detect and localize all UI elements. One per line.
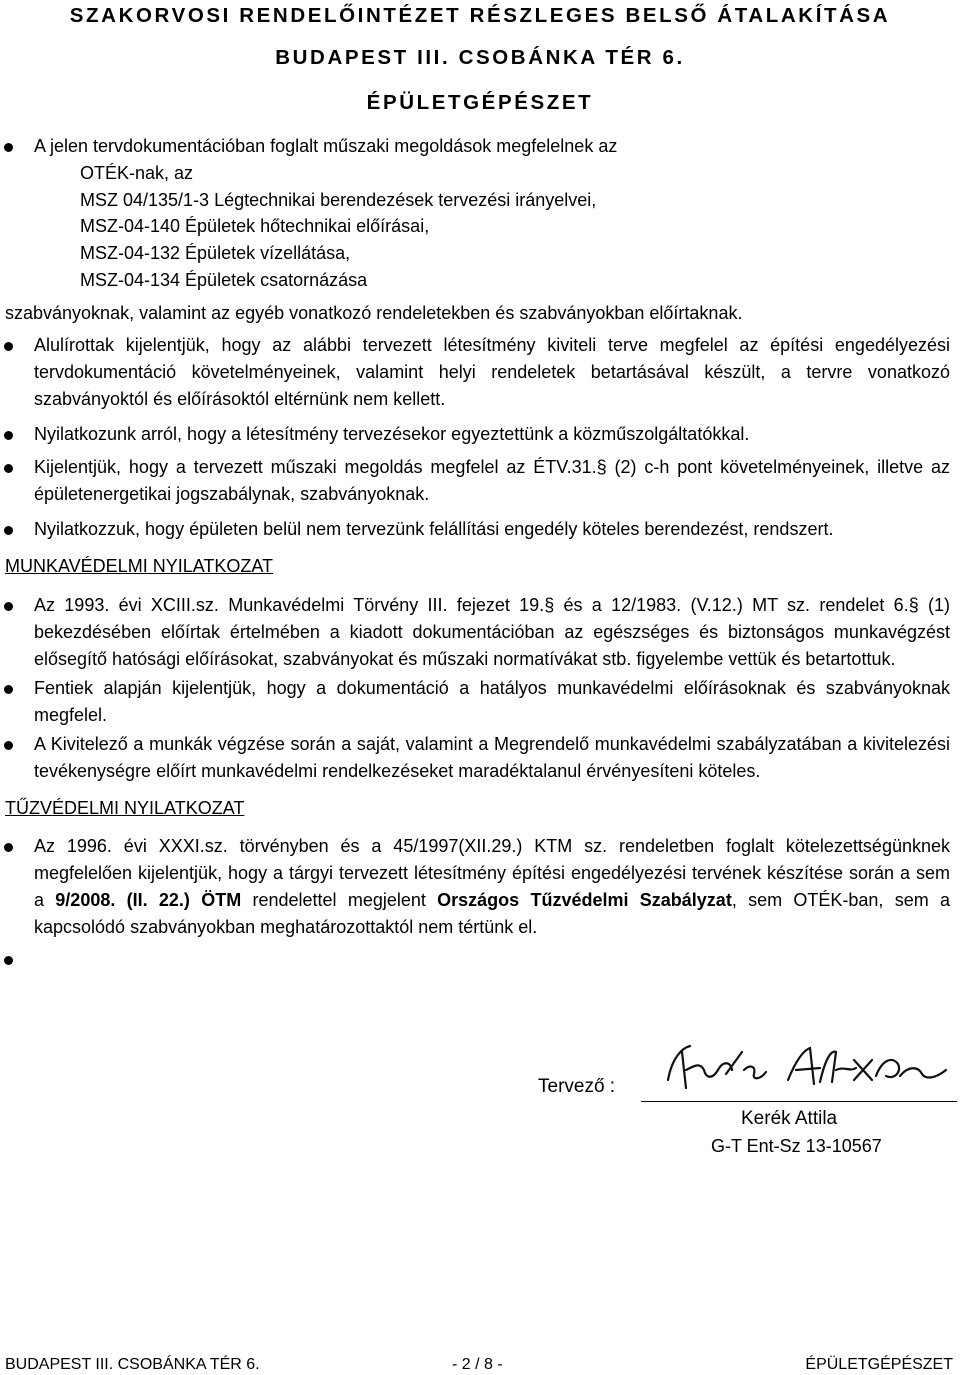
handwritten-signature xyxy=(660,1040,950,1100)
document-title: SZAKORVOSI RENDELŐINTÉZET RÉSZLEGES BELSŐ ÁTALAKÍTÁSA xyxy=(69,4,891,27)
intro-closing: szabványoknak, valamint az egyéb vonatkozó rendeletekben és szabványokban előírtaknak. xyxy=(5,303,743,323)
fire-safety-text-part: Az 1996. évi XXXI.sz. törvényben és a 45/1997(XII.29.) KTM sz. rendeletben foglalt kötelezettségünknek megfelelően kijelentjük, hogy a tárgyi tervezett létesítmény építési engedélyezési tervének készítése során a sem a xyxy=(34,836,950,910)
intro-line: MSZ-04-140 Épületek hőtechnikai előírásai, xyxy=(80,216,430,237)
document-discipline: ÉPÜLETGÉPÉSZET xyxy=(366,91,594,114)
intro-line: MSZ-04-134 Épületek csatornázása xyxy=(80,269,368,290)
fire-safety-text xyxy=(34,833,950,941)
section-title-fire-safety: TŰZVÉDELMI NYILATKOZAT xyxy=(5,798,245,818)
footer-address: BUDAPEST III. CSOBÁNKA TÉR 6. xyxy=(5,1356,260,1373)
bullet-icon xyxy=(4,602,13,611)
section-title-labor-safety: MUNKAVÉDELMI NYILATKOZAT xyxy=(5,556,274,576)
list-item-labor-safety xyxy=(4,675,950,729)
labor-safety-text: Fentiek alapján kijelentjük, hogy a dokumentáció a hatályos munkavédelmi előírásoknak és szabványoknak megfelel. xyxy=(34,678,950,725)
labor-safety-text: Az 1993. évi XCIII.sz. Munkavédelmi Törvény III. fejezet 19.§ és a 12/1983. (V.12.) MT sz. rendelet 6.§ (1) bekezdésében előírtak értelmében a kiadott dokumentációban az egészséges és biztonságos munkavégzést elősegítő hatósági előírásokat, szabványokat és műszaki normatívákat stb. figyelembe vettük és betartottuk. xyxy=(34,595,950,669)
bullet-icon xyxy=(4,143,13,152)
document-address: BUDAPEST III. CSOBÁNKA TÉR 6. xyxy=(275,46,685,69)
bullet-icon xyxy=(4,685,13,694)
list-item-declaration xyxy=(4,421,950,448)
list-item-declaration xyxy=(4,332,950,413)
bullet-icon xyxy=(4,431,13,440)
bullet-icon xyxy=(4,956,13,965)
bullet-icon xyxy=(4,526,13,535)
bullet-icon xyxy=(4,342,13,351)
footer-discipline: ÉPÜLETGÉPÉSZET xyxy=(805,1356,953,1373)
declaration-text: Kijelentjük, hogy a tervezett műszaki megoldás megfelel az ÉTV.31.§ (2) c-h pont követelményeinek, illetve az épületenergetikai jogszabálynak, szabványoknak. xyxy=(34,457,950,504)
declaration-text: Alulírottak kijelentjük, hogy az alábbi tervezett létesítmény kiviteli terve megfelel az építési engedélyezési tervdokumentáció követelményeinek, valamint helyi rendeletek betartásával készült, a tervre vonatkozó szabványoktól és előírásoktól eltérnünk nem kellett. xyxy=(34,335,950,409)
labor-safety-text: A Kivitelező a munkák végzése során a saját, valamint a Megrendelő munkavédelmi szabályzatában a kivitelezési tevékenységre előírt munkavédelmi rendelkezéseket maradéktalanul érvényesíteni köteles. xyxy=(34,734,950,781)
intro-line: MSZ-04-132 Épületek vízellátása, xyxy=(80,243,351,264)
fire-safety-text-part: , sem OTÉK-ban, sem a kapcsolódó szabványokban meghatározottaktól nem tértünk el. xyxy=(34,890,950,937)
intro-line: OTÉK-nak, az xyxy=(80,162,194,183)
intro-line: A jelen tervdokumentációban foglalt műszaki megoldások megfelelnek az xyxy=(34,136,618,156)
fire-safety-text-part: rendelettel megjelent xyxy=(241,890,438,910)
bullet-icon xyxy=(4,464,13,473)
list-item-declaration xyxy=(4,454,950,508)
bullet-icon xyxy=(4,741,13,750)
intro-line: MSZ 04/135/1-3 Légtechnikai berendezések tervezési irányelvei, xyxy=(80,189,597,210)
declaration-text: Nyilatkozunk arról, hogy a létesítmény tervezésekor egyeztettünk a közműszolgáltatókkal. xyxy=(34,424,750,444)
declaration-text: Nyilatkozzuk, hogy épületen belül nem tervezünk felállítási engedély köteles berendezést, rendszert. xyxy=(34,519,834,539)
list-item-declaration xyxy=(4,516,950,543)
signature-label: Tervező : xyxy=(538,1076,616,1097)
footer-page-number: - 2 / 8 - xyxy=(452,1356,503,1373)
designer-name: Kerék Attila xyxy=(741,1108,838,1129)
signature-line xyxy=(641,1101,957,1102)
designer-license-id: G-T Ent-Sz 13-10567 xyxy=(711,1136,882,1156)
list-item-standards xyxy=(4,133,950,294)
list-item-labor-safety xyxy=(4,731,950,785)
regulation-reference: 9/2008. (II. 22.) ÖTM xyxy=(55,890,242,910)
list-item-labor-safety xyxy=(4,592,950,673)
bullet-icon xyxy=(4,843,13,852)
list-item-fire-safety xyxy=(4,833,950,941)
regulation-name: Országos Tűzvédelmi Szabályzat xyxy=(437,890,732,910)
